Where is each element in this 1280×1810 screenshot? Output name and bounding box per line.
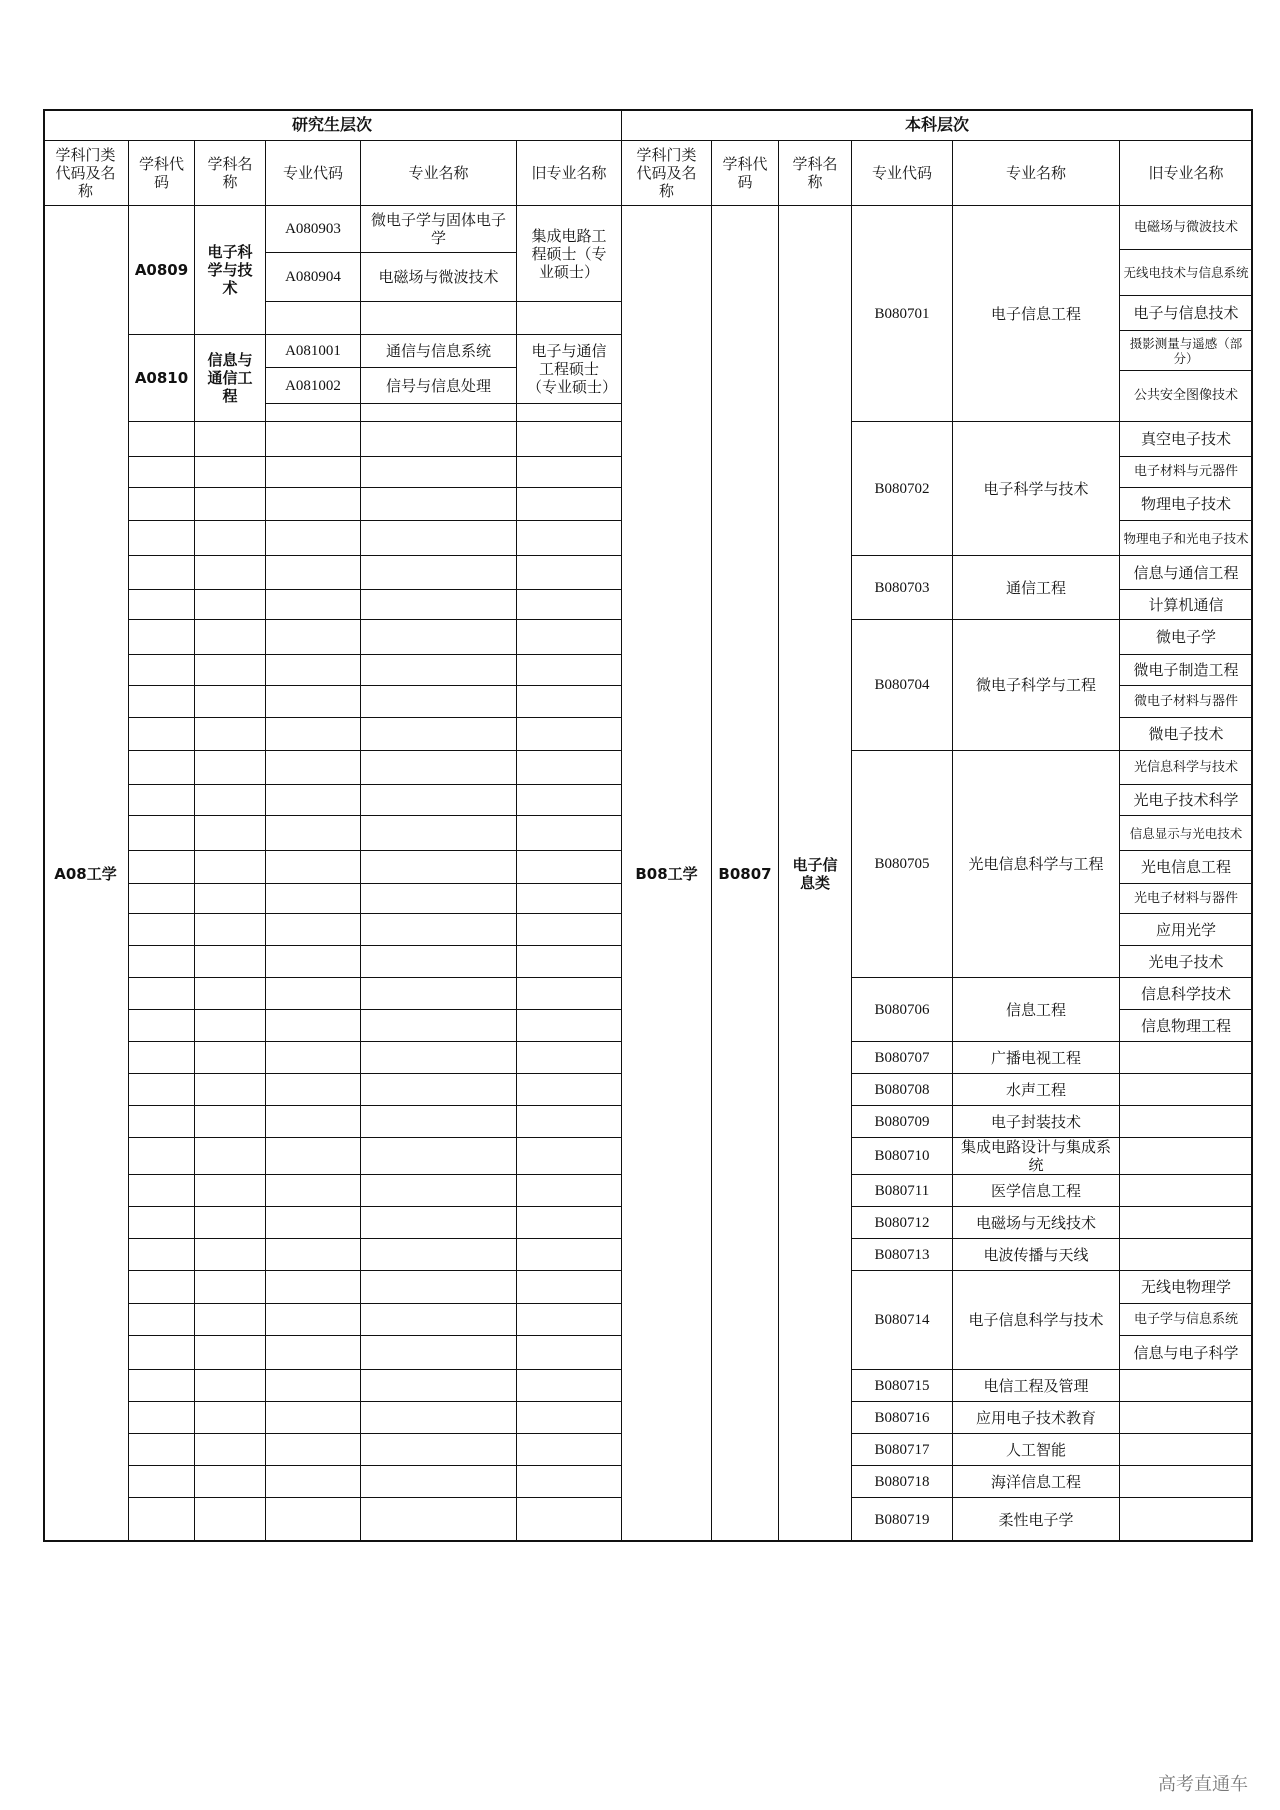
graduate-empty-cell <box>195 978 266 1010</box>
undergraduate-major-name: 微电子科学与工程 <box>953 620 1120 751</box>
graduate-empty-cell <box>266 1434 361 1466</box>
graduate-empty-cell <box>517 1074 622 1106</box>
undergraduate-major-name: 柔性电子学 <box>953 1498 1120 1542</box>
graduate-empty-cell <box>129 655 195 686</box>
graduate-empty-cell <box>266 1336 361 1370</box>
undergraduate-major-code: B080718 <box>852 1466 953 1498</box>
graduate-empty-cell <box>195 1042 266 1074</box>
graduate-empty-cell <box>129 1074 195 1106</box>
graduate-empty-cell <box>266 1207 361 1239</box>
graduate-empty-cell <box>266 851 361 884</box>
graduate-empty-cell <box>517 785 622 816</box>
graduate-empty-cell <box>195 371 266 422</box>
graduate-empty-cell <box>195 1466 266 1498</box>
graduate-category: A08工学 <box>43 206 129 1542</box>
graduate-empty-cell <box>517 1042 622 1074</box>
graduate-empty-cell <box>517 946 622 978</box>
graduate-empty-cell <box>129 718 195 751</box>
graduate-empty-cell <box>195 1402 266 1434</box>
undergraduate-major-name: 电子封装技术 <box>953 1106 1120 1138</box>
graduate-empty-cell <box>361 1498 517 1542</box>
majors-table <box>43 109 1253 1542</box>
graduate-empty-cell <box>266 914 361 946</box>
graduate-empty-cell <box>195 686 266 718</box>
graduate-empty-cell <box>361 1370 517 1402</box>
graduate-empty-cell <box>517 686 622 718</box>
graduate-empty-cell <box>195 1106 266 1138</box>
graduate-empty-cell <box>517 1271 622 1304</box>
graduate-empty-cell <box>517 978 622 1010</box>
graduate-empty-cell <box>129 1010 195 1042</box>
graduate-empty-cell <box>517 620 622 655</box>
undergraduate-old-major-name: 信息物理工程 <box>1120 1010 1253 1042</box>
undergraduate-category-column-header: 学科门类代码及名称 <box>622 141 712 206</box>
graduate-major-name: 微电子学与固体电子学 <box>361 206 517 253</box>
graduate-empty-cell <box>266 556 361 590</box>
graduate-empty-cell <box>361 851 517 884</box>
graduate-empty-cell <box>195 1370 266 1402</box>
graduate-empty-cell <box>129 1042 195 1074</box>
graduate-discipline-name: 电子科学与技术 <box>195 206 266 335</box>
graduate-major-code: A080904 <box>266 253 361 302</box>
undergraduate-old-major-name: 信息显示与光电技术 <box>1120 816 1253 851</box>
graduate-major-name: 信号与信息处理 <box>361 368 517 404</box>
graduate-empty-cell <box>517 1106 622 1138</box>
undergraduate-old-major-name: 公共安全图像技术 <box>1120 371 1253 422</box>
graduate-empty-cell <box>266 1370 361 1402</box>
watermark: 高考直通车 <box>1158 1774 1248 1795</box>
graduate-empty-cell <box>517 851 622 884</box>
undergraduate-major-code: B080710 <box>852 1138 953 1175</box>
undergraduate-old-major-name: 电子学与信息系统 <box>1120 1304 1253 1336</box>
undergraduate-old-major-name: 计算机通信 <box>1120 590 1253 620</box>
graduate-empty-cell <box>129 785 195 816</box>
graduate-empty-cell <box>517 884 622 914</box>
graduate-empty-cell <box>361 1207 517 1239</box>
undergraduate-discipline-name: 电子信息类 <box>779 206 852 1542</box>
graduate-empty-cell <box>361 590 517 620</box>
graduate-empty-cell <box>266 751 361 785</box>
graduate-empty-cell <box>129 816 195 851</box>
graduate-empty-cell <box>266 1498 361 1542</box>
graduate-empty-cell <box>361 946 517 978</box>
graduate-empty-cell <box>517 590 622 620</box>
graduate-empty-cell <box>266 1074 361 1106</box>
undergraduate-old-major-name: 物理电子和光电子技术 <box>1120 521 1253 556</box>
graduate-empty-cell <box>517 718 622 751</box>
graduate-empty-cell <box>517 1434 622 1466</box>
graduate-major-name-column-header: 专业名称 <box>361 141 517 206</box>
graduate-empty-cell <box>266 718 361 751</box>
graduate-empty-cell <box>266 1271 361 1304</box>
undergraduate-major-code: B080717 <box>852 1434 953 1466</box>
graduate-empty-cell <box>129 488 195 521</box>
graduate-empty-cell <box>266 1239 361 1271</box>
graduate-empty-cell <box>361 1466 517 1498</box>
graduate-empty-cell <box>129 1207 195 1239</box>
graduate-empty-cell <box>195 1304 266 1336</box>
graduate-empty-cell <box>361 914 517 946</box>
graduate-empty-cell <box>266 521 361 556</box>
graduate-empty-cell <box>129 978 195 1010</box>
undergraduate-major-code: B080705 <box>852 751 953 978</box>
graduate-empty-cell <box>129 884 195 914</box>
graduate-major-name <box>361 302 517 335</box>
graduate-empty-cell <box>129 1498 195 1542</box>
graduate-section-header: 研究生层次 <box>43 109 622 141</box>
graduate-empty-cell <box>195 521 266 556</box>
graduate-empty-cell <box>361 751 517 785</box>
undergraduate-category: B08工学 <box>622 206 712 1542</box>
graduate-empty-cell <box>129 1138 195 1175</box>
undergraduate-major-code: B080702 <box>852 422 953 556</box>
graduate-empty-cell <box>266 655 361 686</box>
graduate-empty-cell <box>129 946 195 978</box>
undergraduate-major-name: 信息工程 <box>953 978 1120 1042</box>
undergraduate-major-name: 电信工程及管理 <box>953 1370 1120 1402</box>
graduate-empty-cell <box>195 1010 266 1042</box>
graduate-empty-cell <box>361 816 517 851</box>
graduate-empty-cell <box>195 556 266 590</box>
undergraduate-major-code: B080712 <box>852 1207 953 1239</box>
graduate-empty-cell <box>129 1239 195 1271</box>
graduate-empty-cell <box>195 1239 266 1271</box>
graduate-empty-cell <box>517 1010 622 1042</box>
undergraduate-old-major-name <box>1120 1434 1253 1466</box>
graduate-empty-cell <box>361 488 517 521</box>
graduate-empty-cell <box>361 521 517 556</box>
graduate-empty-cell <box>361 1138 517 1175</box>
graduate-empty-cell <box>361 1271 517 1304</box>
graduate-old-major-name <box>517 302 622 335</box>
undergraduate-old-major-name: 摄影测量与遥感（部分） <box>1120 331 1253 371</box>
undergraduate-old-major-name <box>1120 1207 1253 1239</box>
undergraduate-major-name: 光电信息科学与工程 <box>953 751 1120 978</box>
graduate-empty-cell <box>517 488 622 521</box>
undergraduate-old-major-name <box>1120 1138 1253 1175</box>
undergraduate-old-major-name <box>1120 1106 1253 1138</box>
undergraduate-old-major-name <box>1120 1498 1253 1542</box>
graduate-empty-cell <box>195 1138 266 1175</box>
graduate-empty-cell <box>361 785 517 816</box>
graduate-old-major-name: 电子与通信工程硕士（专业硕士） <box>517 335 622 404</box>
graduate-empty-cell <box>129 620 195 655</box>
graduate-empty-cell <box>195 655 266 686</box>
graduate-empty-cell <box>517 1239 622 1271</box>
graduate-empty-cell <box>195 946 266 978</box>
graduate-discipline-code: A0810 <box>129 335 195 422</box>
graduate-empty-cell <box>266 590 361 620</box>
graduate-empty-cell <box>195 851 266 884</box>
graduate-empty-cell <box>361 1434 517 1466</box>
graduate-major-code: A080903 <box>266 206 361 253</box>
undergraduate-major-code: B080711 <box>852 1175 953 1207</box>
graduate-empty-cell <box>361 1074 517 1106</box>
graduate-empty-cell <box>195 816 266 851</box>
undergraduate-discipline-name-column-header: 学科名称 <box>779 141 852 206</box>
undergraduate-old-major-name <box>1120 1402 1253 1434</box>
graduate-discipline-code: A0809 <box>129 206 195 335</box>
undergraduate-major-name: 广播电视工程 <box>953 1042 1120 1074</box>
graduate-empty-cell <box>129 1106 195 1138</box>
graduate-empty-cell <box>195 751 266 785</box>
undergraduate-major-name: 应用电子技术教育 <box>953 1402 1120 1434</box>
graduate-empty-cell <box>361 978 517 1010</box>
undergraduate-old-major-name: 信息与电子科学 <box>1120 1336 1253 1370</box>
undergraduate-old-major-name: 信息与通信工程 <box>1120 556 1253 590</box>
undergraduate-old-major-name: 光电子材料与器件 <box>1120 884 1253 914</box>
graduate-empty-cell <box>517 1138 622 1175</box>
graduate-discipline-name-column-header: 学科名称 <box>195 141 266 206</box>
graduate-empty-cell <box>129 686 195 718</box>
graduate-empty-cell <box>517 1207 622 1239</box>
graduate-empty-cell <box>517 556 622 590</box>
graduate-empty-cell <box>517 521 622 556</box>
graduate-empty-cell <box>361 1042 517 1074</box>
graduate-empty-cell <box>266 686 361 718</box>
undergraduate-major-code-column-header: 专业代码 <box>852 141 953 206</box>
graduate-empty-cell <box>129 521 195 556</box>
undergraduate-major-name: 电波传播与天线 <box>953 1239 1120 1271</box>
undergraduate-old-major-name: 物理电子技术 <box>1120 488 1253 521</box>
graduate-empty-cell <box>266 1175 361 1207</box>
graduate-empty-cell <box>195 1207 266 1239</box>
graduate-empty-cell <box>129 371 195 422</box>
undergraduate-major-name: 电磁场与无线技术 <box>953 1207 1120 1239</box>
graduate-major-code <box>266 302 361 335</box>
undergraduate-old-major-name <box>1120 1466 1253 1498</box>
graduate-empty-cell <box>195 488 266 521</box>
undergraduate-major-name: 通信工程 <box>953 556 1120 620</box>
undergraduate-major-code: B080713 <box>852 1239 953 1271</box>
undergraduate-old-major-name: 信息科学技术 <box>1120 978 1253 1010</box>
undergraduate-old-major-name: 光电子技术科学 <box>1120 785 1253 816</box>
graduate-discipline-code-column-header: 学科代码 <box>129 141 195 206</box>
undergraduate-old-major-name: 微电子材料与器件 <box>1120 686 1253 718</box>
graduate-empty-cell <box>195 620 266 655</box>
undergraduate-major-code: B080709 <box>852 1106 953 1138</box>
graduate-major-code: A081002 <box>266 368 361 404</box>
graduate-empty-cell <box>195 914 266 946</box>
undergraduate-major-name: 电子信息工程 <box>953 206 1120 422</box>
undergraduate-old-major-name <box>1120 1239 1253 1271</box>
graduate-empty-cell <box>195 1336 266 1370</box>
undergraduate-major-name: 电子信息科学与技术 <box>953 1271 1120 1370</box>
graduate-empty-cell <box>361 655 517 686</box>
undergraduate-major-name: 水声工程 <box>953 1074 1120 1106</box>
undergraduate-major-code: B080703 <box>852 556 953 620</box>
graduate-empty-cell <box>266 884 361 914</box>
graduate-empty-cell <box>129 1466 195 1498</box>
graduate-empty-cell <box>129 851 195 884</box>
undergraduate-major-name: 医学信息工程 <box>953 1175 1120 1207</box>
undergraduate-old-major-name <box>1120 1074 1253 1106</box>
undergraduate-old-major-name: 无线电物理学 <box>1120 1271 1253 1304</box>
graduate-empty-cell <box>129 1370 195 1402</box>
graduate-empty-cell <box>129 1304 195 1336</box>
graduate-empty-cell <box>266 457 361 488</box>
graduate-empty-cell <box>361 1304 517 1336</box>
graduate-empty-cell <box>266 1138 361 1175</box>
undergraduate-old-major-name <box>1120 1042 1253 1074</box>
graduate-empty-cell <box>195 590 266 620</box>
undergraduate-major-code: B080715 <box>852 1370 953 1402</box>
graduate-empty-cell <box>195 1498 266 1542</box>
graduate-empty-cell <box>195 1074 266 1106</box>
graduate-empty-cell <box>361 1402 517 1434</box>
undergraduate-discipline-code: B0807 <box>712 206 779 1542</box>
graduate-empty-cell <box>361 457 517 488</box>
graduate-empty-cell <box>266 422 361 457</box>
graduate-empty-cell <box>129 1402 195 1434</box>
undergraduate-old-major-name: 光信息科学与技术 <box>1120 751 1253 785</box>
graduate-category-column-header: 学科门类代码及名称 <box>43 141 129 206</box>
undergraduate-old-major-name: 真空电子技术 <box>1120 422 1253 457</box>
undergraduate-old-major-name: 微电子制造工程 <box>1120 655 1253 686</box>
undergraduate-old-major-name-column-header: 旧专业名称 <box>1120 141 1253 206</box>
graduate-empty-cell <box>361 620 517 655</box>
graduate-empty-cell <box>195 457 266 488</box>
graduate-empty-cell <box>361 556 517 590</box>
graduate-major-name: 电磁场与微波技术 <box>361 253 517 302</box>
undergraduate-old-major-name: 微电子技术 <box>1120 718 1253 751</box>
undergraduate-old-major-name: 无线电技术与信息系统 <box>1120 250 1253 296</box>
graduate-empty-cell <box>361 1106 517 1138</box>
graduate-empty-cell <box>195 422 266 457</box>
graduate-empty-cell <box>517 1498 622 1542</box>
undergraduate-major-name: 电子科学与技术 <box>953 422 1120 556</box>
graduate-empty-cell <box>129 590 195 620</box>
graduate-empty-cell <box>195 1175 266 1207</box>
graduate-empty-cell <box>129 1336 195 1370</box>
graduate-empty-cell <box>266 978 361 1010</box>
undergraduate-major-name: 人工智能 <box>953 1434 1120 1466</box>
graduate-empty-cell <box>517 1466 622 1498</box>
undergraduate-major-code: B080707 <box>852 1042 953 1074</box>
graduate-empty-cell <box>266 946 361 978</box>
graduate-empty-cell <box>361 422 517 457</box>
graduate-empty-cell <box>266 488 361 521</box>
undergraduate-major-code: B080708 <box>852 1074 953 1106</box>
undergraduate-major-code: B080701 <box>852 206 953 422</box>
graduate-empty-cell <box>266 785 361 816</box>
graduate-empty-cell <box>361 1239 517 1271</box>
graduate-empty-cell <box>129 556 195 590</box>
undergraduate-old-major-name <box>1120 1370 1253 1402</box>
graduate-empty-cell <box>266 1106 361 1138</box>
graduate-major-code: A081001 <box>266 335 361 368</box>
graduate-empty-cell <box>195 1434 266 1466</box>
undergraduate-old-major-name <box>1120 1175 1253 1207</box>
graduate-empty-cell <box>517 1175 622 1207</box>
graduate-empty-cell <box>517 816 622 851</box>
graduate-empty-cell <box>517 914 622 946</box>
graduate-empty-cell <box>361 371 517 422</box>
undergraduate-old-major-name: 电子材料与元器件 <box>1120 457 1253 488</box>
undergraduate-old-major-name: 微电子学 <box>1120 620 1253 655</box>
graduate-major-code-column-header: 专业代码 <box>266 141 361 206</box>
graduate-old-major-name: 集成电路工程硕士（专业硕士） <box>517 206 622 302</box>
graduate-empty-cell <box>361 718 517 751</box>
graduate-old-major-name-column-header: 旧专业名称 <box>517 141 622 206</box>
graduate-empty-cell <box>129 1175 195 1207</box>
graduate-empty-cell <box>195 718 266 751</box>
undergraduate-major-code: B080719 <box>852 1498 953 1542</box>
undergraduate-old-major-name: 电子与信息技术 <box>1120 296 1253 331</box>
undergraduate-section-header: 本科层次 <box>622 109 1253 141</box>
graduate-empty-cell <box>517 1336 622 1370</box>
graduate-empty-cell <box>517 1370 622 1402</box>
undergraduate-old-major-name: 电磁场与微波技术 <box>1120 206 1253 250</box>
graduate-empty-cell <box>266 1402 361 1434</box>
undergraduate-major-code: B080706 <box>852 978 953 1042</box>
graduate-empty-cell <box>517 751 622 785</box>
graduate-empty-cell <box>517 457 622 488</box>
graduate-empty-cell <box>129 751 195 785</box>
graduate-empty-cell <box>129 914 195 946</box>
graduate-empty-cell <box>266 816 361 851</box>
graduate-empty-cell <box>266 1042 361 1074</box>
undergraduate-major-name-column-header: 专业名称 <box>953 141 1120 206</box>
graduate-empty-cell <box>361 1175 517 1207</box>
graduate-empty-cell <box>129 457 195 488</box>
undergraduate-major-name: 海洋信息工程 <box>953 1466 1120 1498</box>
graduate-empty-cell <box>266 620 361 655</box>
graduate-empty-cell <box>517 655 622 686</box>
undergraduate-discipline-code-column-header: 学科代码 <box>712 141 779 206</box>
graduate-major-name: 通信与信息系统 <box>361 335 517 368</box>
graduate-discipline-name: 信息与通信工程 <box>195 335 266 422</box>
graduate-empty-cell <box>361 686 517 718</box>
graduate-empty-cell <box>517 422 622 457</box>
graduate-empty-cell <box>266 1010 361 1042</box>
undergraduate-old-major-name: 光电子技术 <box>1120 946 1253 978</box>
graduate-empty-cell <box>195 1271 266 1304</box>
graduate-empty-cell <box>129 1434 195 1466</box>
graduate-empty-cell <box>361 1010 517 1042</box>
graduate-empty-cell <box>129 1271 195 1304</box>
graduate-empty-cell <box>129 422 195 457</box>
undergraduate-major-name: 集成电路设计与集成系统 <box>953 1138 1120 1175</box>
undergraduate-major-code: B080716 <box>852 1402 953 1434</box>
graduate-empty-cell <box>517 371 622 422</box>
graduate-empty-cell <box>266 371 361 422</box>
graduate-empty-cell <box>266 1466 361 1498</box>
graduate-empty-cell <box>361 1336 517 1370</box>
undergraduate-old-major-name: 光电信息工程 <box>1120 851 1253 884</box>
graduate-empty-cell <box>361 884 517 914</box>
undergraduate-major-code: B080714 <box>852 1271 953 1370</box>
graduate-empty-cell <box>195 785 266 816</box>
graduate-empty-cell <box>195 884 266 914</box>
undergraduate-old-major-name: 应用光学 <box>1120 914 1253 946</box>
graduate-empty-cell <box>517 1304 622 1336</box>
undergraduate-major-code: B080704 <box>852 620 953 751</box>
graduate-empty-cell <box>266 1304 361 1336</box>
graduate-empty-cell <box>517 1402 622 1434</box>
